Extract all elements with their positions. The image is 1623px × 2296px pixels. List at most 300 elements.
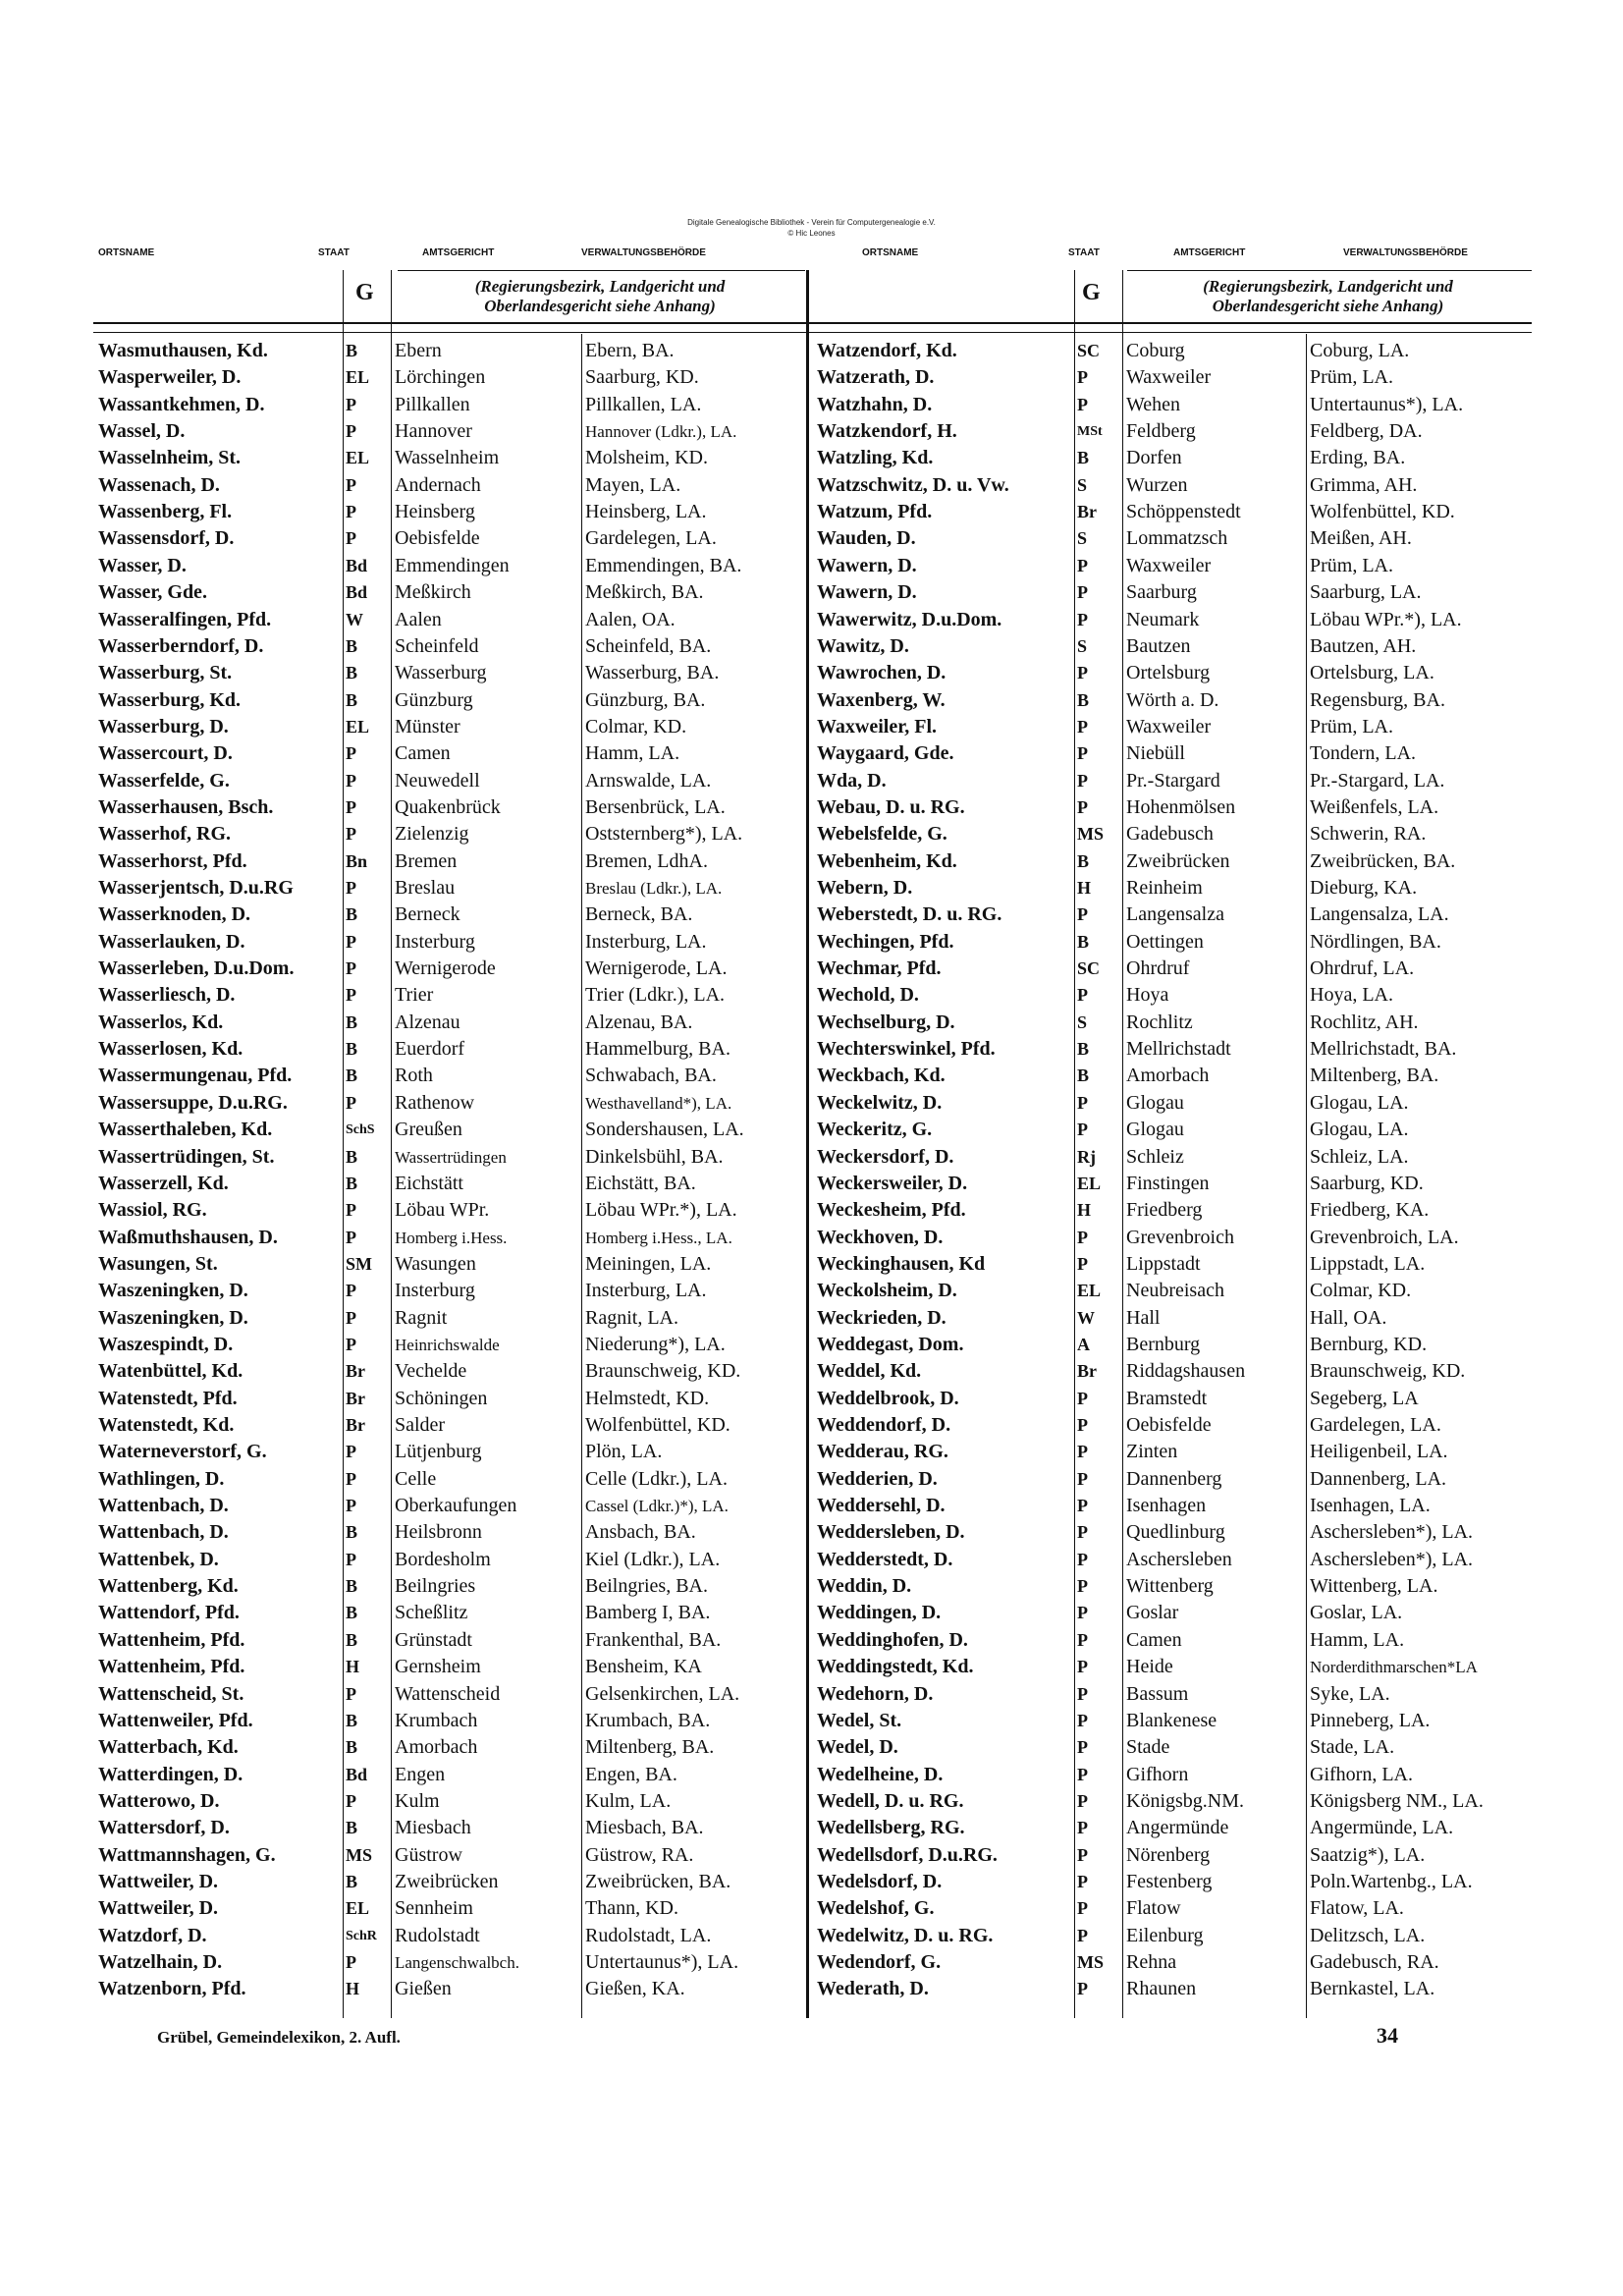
amtsgericht-cell: Eichstätt <box>395 1172 463 1194</box>
amtsgericht-cell: Wasungen <box>395 1252 476 1275</box>
verwaltungsbehoerde-cell: Hammelburg, BA. <box>585 1038 730 1061</box>
staat-cell: S <box>1077 528 1088 549</box>
amtsgericht-cell: Lommatzsch <box>1126 527 1228 550</box>
staat-cell: P <box>346 1549 356 1569</box>
verwaltungsbehoerde-cell: Molsheim, KD. <box>585 447 708 469</box>
verwaltungsbehoerde-cell: Poln.Wartenbg., LA. <box>1310 1870 1473 1892</box>
verwaltungsbehoerde-cell: Miltenberg, BA. <box>585 1736 715 1759</box>
verwaltungsbehoerde-cell: Löbau WPr.*), LA. <box>1310 608 1462 630</box>
verwaltungsbehoerde-cell: Glogau, LA. <box>1310 1119 1409 1141</box>
ortsname-cell: Wasser, D. <box>98 554 187 576</box>
amtsgericht-cell: Oebisfelde <box>1126 1414 1212 1436</box>
column-divider <box>343 270 344 2018</box>
verwaltungsbehoerde-cell: Isenhagen, LA. <box>1310 1495 1431 1517</box>
staat-cell: P <box>1077 985 1088 1006</box>
ortsname-cell: Wechterswinkel, Pfd. <box>817 1038 996 1061</box>
staat-cell: P <box>1077 1092 1088 1113</box>
staat-cell: P <box>346 796 356 817</box>
ortsname-cell: Wasserhorst, Pfd. <box>98 849 247 872</box>
staat-cell: B <box>346 1737 358 1758</box>
ortsname-cell: Watzhahn, D. <box>817 393 933 415</box>
verwaltungsbehoerde-cell: Gadebusch, RA. <box>1310 1951 1439 1973</box>
amtsgericht-cell: Langenschwalbch. <box>395 1953 519 1972</box>
ortsname-cell: Weckbach, Kd. <box>817 1065 946 1087</box>
staat-cell: P <box>1077 1388 1088 1408</box>
staat-cell: Bd <box>346 555 368 575</box>
verwaltungsbehoerde-cell: Grevenbroich, LA. <box>1310 1226 1459 1248</box>
ortsname-cell: Wasserburg, D. <box>98 715 229 738</box>
amtsgericht-cell: Scheßlitz <box>395 1602 468 1624</box>
staat-cell: P <box>346 958 356 979</box>
staat-cell: P <box>1077 1227 1088 1247</box>
header-rule-2 <box>93 332 1532 333</box>
verwaltungsbehoerde-cell: Sondershausen, LA. <box>585 1119 744 1141</box>
column-divider <box>391 270 392 2018</box>
verwaltungsbehoerde-cell: Schwabach, BA. <box>585 1065 717 1087</box>
amtsgericht-cell: Glogau <box>1126 1091 1184 1114</box>
verwaltungsbehoerde-cell: Beilngries, BA. <box>585 1575 708 1598</box>
amtsgericht-cell: Wittenberg <box>1126 1575 1214 1598</box>
verwaltungsbehoerde-cell: Hannover (Ldkr.), LA. <box>585 422 737 442</box>
amtsgericht-cell: Gifhorn <box>1126 1763 1189 1785</box>
ortsname-cell: Watzdorf, D. <box>98 1924 207 1946</box>
amtsgericht-cell: Waxweiler <box>1126 715 1212 738</box>
ortsname-cell: Watterowo, D. <box>98 1789 220 1812</box>
amtsgericht-cell: Münster <box>395 715 460 738</box>
verwaltungsbehoerde-cell: Tondern, LA. <box>1310 742 1417 765</box>
amtsgericht-cell: Rochlitz <box>1126 1011 1193 1033</box>
ortsname-cell: Weddegast, Dom. <box>817 1333 964 1355</box>
staat-cell: P <box>1077 1657 1088 1677</box>
ortsname-cell: Weckelwitz, D. <box>817 1091 943 1114</box>
ortsname-cell: Wedel, St. <box>817 1709 902 1731</box>
verwaltungsbehoerde-cell: Wernigerode, LA. <box>585 957 728 980</box>
staat-cell: P <box>346 1227 356 1247</box>
amtsgericht-cell: Bassum <box>1126 1682 1189 1705</box>
header-rule <box>93 322 1532 324</box>
verwaltungsbehoerde-cell: Flatow, LA. <box>1310 1897 1404 1920</box>
verwaltungsbehoerde-cell: Meißen, AH. <box>1310 527 1412 550</box>
ortsname-cell: Wedel, D. <box>817 1736 898 1759</box>
amtsgericht-cell: Heinsberg <box>395 501 475 523</box>
verwaltungsbehoerde-cell: Bernkastel, LA. <box>1310 1978 1435 2000</box>
staat-cell: P <box>346 1952 356 1972</box>
staat-cell: B <box>1077 689 1090 710</box>
amtsgericht-cell: Ohrdruf <box>1126 957 1190 980</box>
ortsname-cell: Wattenheim, Pfd. <box>98 1628 245 1651</box>
ortsname-cell: Weckolsheim, D. <box>817 1280 957 1302</box>
staat-cell: S <box>1077 474 1088 495</box>
ortsname-cell: Webelsfelde, G. <box>817 823 947 846</box>
staat-cell: Bd <box>346 1764 368 1784</box>
ortsname-cell: Wattenweiler, Pfd. <box>98 1709 253 1731</box>
amtsgericht-cell: Riddagshausen <box>1126 1360 1246 1383</box>
staat-cell: EL <box>1077 1281 1102 1301</box>
column-divider <box>1074 270 1075 2018</box>
amtsgericht-cell: Neumark <box>1126 608 1200 630</box>
staat-cell: SC <box>1077 958 1101 979</box>
verwaltungsbehoerde-cell: Miesbach, BA. <box>585 1817 704 1839</box>
ortsname-cell: Wassensdorf, D. <box>98 527 235 550</box>
amtsgericht-cell: Lippstadt <box>1126 1252 1201 1275</box>
verwaltungsbehoerde-cell: Goslar, LA. <box>1310 1602 1403 1624</box>
ortsname-cell: Wedelheine, D. <box>817 1763 944 1785</box>
amtsgericht-cell: Friedberg <box>1126 1199 1203 1222</box>
verwaltungsbehoerde-cell: Kulm, LA. <box>585 1789 672 1812</box>
amtsgericht-cell: Andernach <box>395 473 481 496</box>
verwaltungsbehoerde-cell: Pinneberg, LA. <box>1310 1709 1431 1731</box>
verwaltungsbehoerde-cell: Ohrdruf, LA. <box>1310 957 1415 980</box>
verwaltungsbehoerde-cell: Krumbach, BA. <box>585 1709 711 1731</box>
ortsname-cell: Wasserlosen, Kd. <box>98 1038 243 1061</box>
ortsname-cell: Wedelshof, G. <box>817 1897 935 1920</box>
staat-cell: P <box>1077 1496 1088 1516</box>
amtsgericht-cell: Oebisfelde <box>395 527 480 550</box>
amtsgericht-cell: Trier <box>395 984 434 1007</box>
amtsgericht-cell: Feldberg <box>1126 420 1196 443</box>
amtsgericht-cell: Coburg <box>1126 340 1185 361</box>
ortsname-cell: Wedderien, D. <box>817 1467 938 1490</box>
note-left-line-1: (Regierungsbezirk, Landgericht und <box>474 277 726 296</box>
ortsname-cell: Waterneverstorf, G. <box>98 1441 267 1463</box>
verwaltungsbehoerde-cell: Scheinfeld, BA. <box>585 634 712 657</box>
verwaltungsbehoerde-cell: Insterburg, LA. <box>585 1280 707 1302</box>
amtsgericht-cell: Grünstadt <box>395 1628 472 1651</box>
ortsname-cell: Wasserleben, D.u.Dom. <box>98 957 295 980</box>
ortsname-cell: Wasserliesch, D. <box>98 984 236 1007</box>
amtsgericht-cell: Insterburg <box>395 1280 475 1302</box>
amtsgericht-cell: Langensalza <box>1126 903 1224 926</box>
verwaltungsbehoerde-cell: Saarburg, KD. <box>1310 1172 1424 1194</box>
amtsgericht-cell: Waxweiler <box>1126 554 1212 576</box>
verwaltungsbehoerde-cell: Stade, LA. <box>1310 1736 1395 1759</box>
ortsname-cell: Wattenscheid, St. <box>98 1682 244 1705</box>
header-verwaltung-left: VERWALTUNGSBEHÖRDE <box>581 247 706 258</box>
staat-cell: P <box>1077 1468 1088 1489</box>
verwaltungsbehoerde-cell: Saatzig*), LA. <box>1310 1843 1426 1866</box>
amtsgericht-cell: Zielenzig <box>395 823 469 846</box>
amtsgericht-cell: Schleiz <box>1126 1145 1184 1168</box>
staat-cell: B <box>346 1146 358 1167</box>
ortsname-cell: Wedelwitz, D. u. RG. <box>817 1924 994 1946</box>
staat-cell: B <box>346 1011 358 1032</box>
verwaltungsbehoerde-cell: Gardelegen, LA. <box>585 527 717 550</box>
staat-cell: W <box>346 609 363 629</box>
verwaltungsbehoerde-cell: Ebern, BA. <box>585 340 675 361</box>
verwaltungsbehoerde-cell: Glogau, LA. <box>1310 1091 1409 1114</box>
ortsname-cell: Watenstedt, Pfd. <box>98 1387 238 1409</box>
verwaltungsbehoerde-cell: Güstrow, RA. <box>585 1843 694 1866</box>
verwaltungsbehoerde-cell: Ragnit, LA. <box>585 1306 678 1329</box>
staat-cell: P <box>1077 1737 1088 1758</box>
staat-cell: P <box>1077 1603 1088 1623</box>
staat-cell: P <box>346 1307 356 1328</box>
amtsgericht-cell: Ortelsburg <box>1126 662 1211 684</box>
header-staat-left: STAAT <box>318 247 350 258</box>
ortsname-cell: Wassermungenau, Pfd. <box>98 1065 293 1087</box>
staat-cell: B <box>346 904 358 925</box>
amtsgericht-cell: Festenberg <box>1126 1870 1213 1892</box>
staat-cell: MS <box>1077 1952 1104 1972</box>
verwaltungsbehoerde-cell: Braunschweig, KD. <box>1310 1360 1466 1383</box>
ortsname-cell: Waszeningken, D. <box>98 1280 248 1302</box>
staat-cell: P <box>1077 1844 1088 1865</box>
staat-cell: EL <box>346 367 370 388</box>
staat-cell: SchS <box>346 1122 375 1138</box>
ortsname-cell: Wassel, D. <box>98 420 186 443</box>
ortsname-cell: Weddingstedt, Kd. <box>817 1656 974 1678</box>
staat-cell: Br <box>346 1361 365 1382</box>
amtsgericht-cell: Krumbach <box>395 1709 478 1731</box>
amtsgericht-cell: Amorbach <box>1126 1065 1210 1087</box>
amtsgericht-cell: Hannover <box>395 420 472 443</box>
verwaltungsbehoerde-cell: Celle (Ldkr.), LA. <box>585 1467 728 1490</box>
header-staat-right: STAAT <box>1068 247 1100 258</box>
staat-cell: P <box>346 1200 356 1221</box>
verwaltungsbehoerde-cell: Segeberg, LA <box>1310 1387 1419 1409</box>
ortsname-cell: Wasserhof, RG. <box>98 823 231 846</box>
verwaltungsbehoerde-cell: Eichstätt, BA. <box>585 1172 696 1194</box>
ortsname-cell: Wasungen, St. <box>98 1252 218 1275</box>
amtsgericht-cell: Zweibrücken <box>1126 849 1230 872</box>
verwaltungsbehoerde-cell: Langensalza, LA. <box>1310 903 1449 926</box>
ortsname-cell: Wedelsdorf, D. <box>817 1870 943 1892</box>
verwaltungsbehoerde-cell: Dinkelsbühl, BA. <box>585 1145 724 1168</box>
amtsgericht-cell: Rhaunen <box>1126 1978 1197 2000</box>
staat-cell: P <box>346 1442 356 1462</box>
amtsgericht-cell: Camen <box>1126 1628 1182 1651</box>
ortsname-cell: Wassenberg, Fl. <box>98 501 233 523</box>
amtsgericht-cell: Camen <box>395 742 451 765</box>
verwaltungsbehoerde-cell: Insterburg, LA. <box>585 930 707 953</box>
amtsgericht-cell: Bautzen <box>1126 634 1191 657</box>
amtsgericht-cell: Oettingen <box>1126 930 1204 953</box>
amtsgericht-cell: Nörenberg <box>1126 1843 1211 1866</box>
ortsname-cell: Wassercourt, D. <box>98 742 233 765</box>
amtsgericht-cell: Salder <box>395 1414 446 1436</box>
staat-cell: P <box>346 394 356 414</box>
ortsname-cell: Wda, D. <box>817 769 887 792</box>
amtsgericht-cell: Hohenmölsen <box>1126 795 1236 818</box>
staat-cell: B <box>1077 1039 1090 1060</box>
staat-cell: B <box>1077 448 1090 468</box>
staat-cell: EL <box>1077 1173 1102 1193</box>
verwaltungsbehoerde-cell: Schwerin, RA. <box>1310 823 1427 846</box>
amtsgericht-cell: Lörchingen <box>395 366 486 389</box>
staat-cell: Rj <box>1077 1146 1096 1167</box>
ortsname-cell: Watzum, Pfd. <box>817 501 933 523</box>
note-left-line-2: Oberlandesgericht siehe Anhang) <box>484 297 716 315</box>
verwaltungsbehoerde-cell: Homberg i.Hess., LA. <box>585 1228 732 1247</box>
verwaltungsbehoerde-cell: Grimma, AH. <box>1310 473 1418 496</box>
staat-cell: P <box>346 1496 356 1516</box>
staat-cell: P <box>346 528 356 549</box>
verwaltungsbehoerde-cell: Wolfenbüttel, KD. <box>585 1414 730 1436</box>
amtsgericht-cell: Scheinfeld <box>395 634 479 657</box>
ortsname-cell: Wedehorn, D. <box>817 1682 934 1705</box>
ortsname-cell: Wattenbach, D. <box>98 1495 229 1517</box>
verwaltungsbehoerde-cell: Helmstedt, KD. <box>585 1387 710 1409</box>
ortsname-cell: Watzendorf, Kd. <box>817 340 957 361</box>
amtsgericht-cell: Vechelde <box>395 1360 467 1383</box>
staat-cell: S <box>1077 1011 1088 1032</box>
ortsname-cell: Wasserburg, St. <box>98 662 233 684</box>
amtsgericht-cell: Waxweiler <box>1126 366 1212 389</box>
staat-cell: P <box>346 474 356 495</box>
header-amtsgericht-right: AMTSGERICHT <box>1173 247 1246 258</box>
amtsgericht-cell: Neuwedell <box>395 769 480 792</box>
verwaltungsbehoerde-cell: Zweibrücken, BA. <box>1310 849 1456 872</box>
verwaltungsbehoerde-cell: Emmendingen, BA. <box>585 554 742 576</box>
staat-cell: P <box>346 502 356 522</box>
amtsgericht-cell: Rudolstadt <box>395 1924 480 1946</box>
ortsname-cell: Watenbüttel, Kd. <box>98 1360 243 1383</box>
amtsgericht-cell: Gernsheim <box>395 1656 481 1678</box>
ortsname-cell: Webern, D. <box>817 877 913 899</box>
half-divider <box>806 270 809 2018</box>
verwaltungsbehoerde-cell: Aschersleben*), LA. <box>1310 1521 1474 1544</box>
ortsname-cell: Wedellsdorf, D.u.RG. <box>817 1843 998 1866</box>
staat-cell: EL <box>346 448 370 468</box>
verwaltungsbehoerde-cell: Engen, BA. <box>585 1763 677 1785</box>
verwaltungsbehoerde-cell: Lippstadt, LA. <box>1310 1252 1426 1275</box>
verwaltungsbehoerde-cell: Wittenberg, LA. <box>1310 1575 1438 1598</box>
staat-cell: EL <box>346 716 370 737</box>
ortsname-cell: Weckeritz, G. <box>817 1119 933 1141</box>
ortsname-cell: Wedderau, RG. <box>817 1441 948 1463</box>
staat-cell: P <box>1077 1764 1088 1784</box>
staat-cell: P <box>1077 1790 1088 1811</box>
amtsgericht-cell: Dorfen <box>1126 447 1182 469</box>
amtsgericht-cell: Alzenau <box>395 1011 460 1033</box>
ortsname-cell: Waszeningken, D. <box>98 1306 248 1329</box>
staat-cell: B <box>346 1522 358 1543</box>
amtsgericht-cell: Goslar <box>1126 1602 1179 1624</box>
verwaltungsbehoerde-cell: Gardelegen, LA. <box>1310 1414 1441 1436</box>
staat-cell: P <box>1077 1415 1088 1435</box>
ortsname-cell: Weberstedt, D. u. RG. <box>817 903 1002 926</box>
amtsgericht-cell: Miesbach <box>395 1817 471 1839</box>
amtsgericht-cell: Bramstedt <box>1126 1387 1208 1409</box>
staat-cell: SC <box>1077 341 1101 360</box>
ortsname-cell: Weddinghofen, D. <box>817 1628 968 1651</box>
verwaltungsbehoerde-cell: Rochlitz, AH. <box>1310 1011 1419 1033</box>
staat-cell: P <box>346 1468 356 1489</box>
staat-cell: A <box>1077 1334 1090 1354</box>
staat-cell: P <box>1077 663 1088 683</box>
note-left <box>398 277 802 316</box>
amtsgericht-cell: Günzburg <box>395 688 473 711</box>
amtsgericht-cell: Mellrichstadt <box>1126 1038 1231 1061</box>
column-divider <box>1122 270 1123 2018</box>
watermark-line-1: Digitale Genealogische Bibliothek - Verein für Computergenealogie e.V. <box>687 218 936 227</box>
staat-cell: P <box>1077 609 1088 629</box>
header-ortsname-left: ORTSNAME <box>98 247 155 258</box>
staat-cell: P <box>1077 1710 1088 1730</box>
ortsname-cell: Weddersehl, D. <box>817 1495 946 1517</box>
amtsgericht-cell: Isenhagen <box>1126 1495 1207 1517</box>
verwaltungsbehoerde-cell: Schleiz, LA. <box>1310 1145 1409 1168</box>
verwaltungsbehoerde-cell: Saarburg, KD. <box>585 366 699 389</box>
verwaltungsbehoerde-cell: Bremen, LdhA. <box>585 849 708 872</box>
staat-cell: S <box>1077 635 1088 656</box>
gericht-symbol-right: G <box>1082 280 1101 305</box>
ortsname-cell: Weckhoven, D. <box>817 1226 944 1248</box>
staat-cell: P <box>1077 1549 1088 1569</box>
ortsname-cell: Waßmuthshausen, D. <box>98 1226 278 1248</box>
amtsgericht-cell: Blankenese <box>1126 1709 1217 1731</box>
verwaltungsbehoerde-cell: Regensburg, BA. <box>1310 688 1445 711</box>
ortsname-cell: Wasperweiler, D. <box>98 366 242 389</box>
verwaltungsbehoerde-cell: Gießen, KA. <box>585 1978 685 2000</box>
amtsgericht-cell: Rathenow <box>395 1091 475 1114</box>
staat-cell: B <box>346 341 358 360</box>
amtsgericht-cell: Königsbg.NM. <box>1126 1789 1245 1812</box>
amtsgericht-cell: Homberg i.Hess. <box>395 1228 508 1247</box>
amtsgericht-cell: Hall <box>1126 1306 1161 1329</box>
staat-cell: B <box>346 1576 358 1597</box>
verwaltungsbehoerde-cell: Bernburg, KD. <box>1310 1333 1428 1355</box>
staat-cell: B <box>346 635 358 656</box>
staat-cell: MS <box>346 1844 372 1865</box>
ortsname-cell: Wattweiler, D. <box>98 1870 219 1892</box>
ortsname-cell: Watzerath, D. <box>817 366 935 389</box>
staat-cell: P <box>346 1092 356 1113</box>
staat-cell: Br <box>1077 502 1097 522</box>
ortsname-cell: Weckinghausen, Kd <box>817 1252 986 1275</box>
staat-cell: B <box>1077 1066 1090 1086</box>
ortsname-cell: Wassiol, RG. <box>98 1199 207 1222</box>
ortsname-cell: Wedderstedt, D. <box>817 1548 953 1570</box>
amtsgericht-cell: Rehna <box>1126 1951 1177 1973</box>
staat-cell: P <box>346 985 356 1006</box>
ortsname-cell: Wechselburg, D. <box>817 1011 955 1033</box>
verwaltungsbehoerde-cell: Prüm, LA. <box>1310 366 1393 389</box>
staat-cell: P <box>346 878 356 898</box>
ortsname-cell: Weddin, D. <box>817 1575 912 1598</box>
verwaltungsbehoerde-cell: Bersenbrück, LA. <box>585 795 726 818</box>
ortsname-cell: Waszespindt, D. <box>98 1333 234 1355</box>
verwaltungsbehoerde-cell: Norderdithmarschen*LA <box>1310 1658 1478 1677</box>
staat-cell: EL <box>346 1898 370 1919</box>
ortsname-cell: Wattenheim, Pfd. <box>98 1656 245 1678</box>
verwaltungsbehoerde-cell: Colmar, KD. <box>585 715 687 738</box>
amtsgericht-cell: Sennheim <box>395 1897 473 1920</box>
verwaltungsbehoerde-cell: Mayen, LA. <box>585 473 681 496</box>
amtsgericht-cell: Zinten <box>1126 1441 1178 1463</box>
verwaltungsbehoerde-cell: Wasserburg, BA. <box>585 662 720 684</box>
amtsgericht-cell: Gadebusch <box>1126 823 1214 846</box>
ortsname-cell: Watterbach, Kd. <box>98 1736 239 1759</box>
ortsname-cell: Watzkendorf, H. <box>817 420 957 443</box>
amtsgericht-cell: Schöppenstedt <box>1126 501 1241 523</box>
amtsgericht-cell: Wernigerode <box>395 957 496 980</box>
note-box-top-right <box>1127 270 1532 271</box>
amtsgericht-cell: Grevenbroich <box>1126 1226 1234 1248</box>
staat-cell: P <box>1077 582 1088 603</box>
verwaltungsbehoerde-cell: Trier (Ldkr.), LA. <box>585 984 726 1007</box>
amtsgericht-cell: Amorbach <box>395 1736 478 1759</box>
verwaltungsbehoerde-cell: Bamberg I, BA. <box>585 1602 711 1624</box>
staat-cell: B <box>346 663 358 683</box>
ortsname-cell: Wassantkehmen, D. <box>98 393 265 415</box>
verwaltungsbehoerde-cell: Untertaunus*), LA. <box>585 1951 739 1973</box>
header-verwaltung-right: VERWALTUNGSBEHÖRDE <box>1343 247 1468 258</box>
ortsname-cell: Wedendorf, G. <box>817 1951 942 1973</box>
amtsgericht-cell: Finstingen <box>1126 1172 1210 1194</box>
staat-cell: B <box>346 1629 358 1650</box>
ortsname-cell: Weckersdorf, D. <box>817 1145 954 1168</box>
